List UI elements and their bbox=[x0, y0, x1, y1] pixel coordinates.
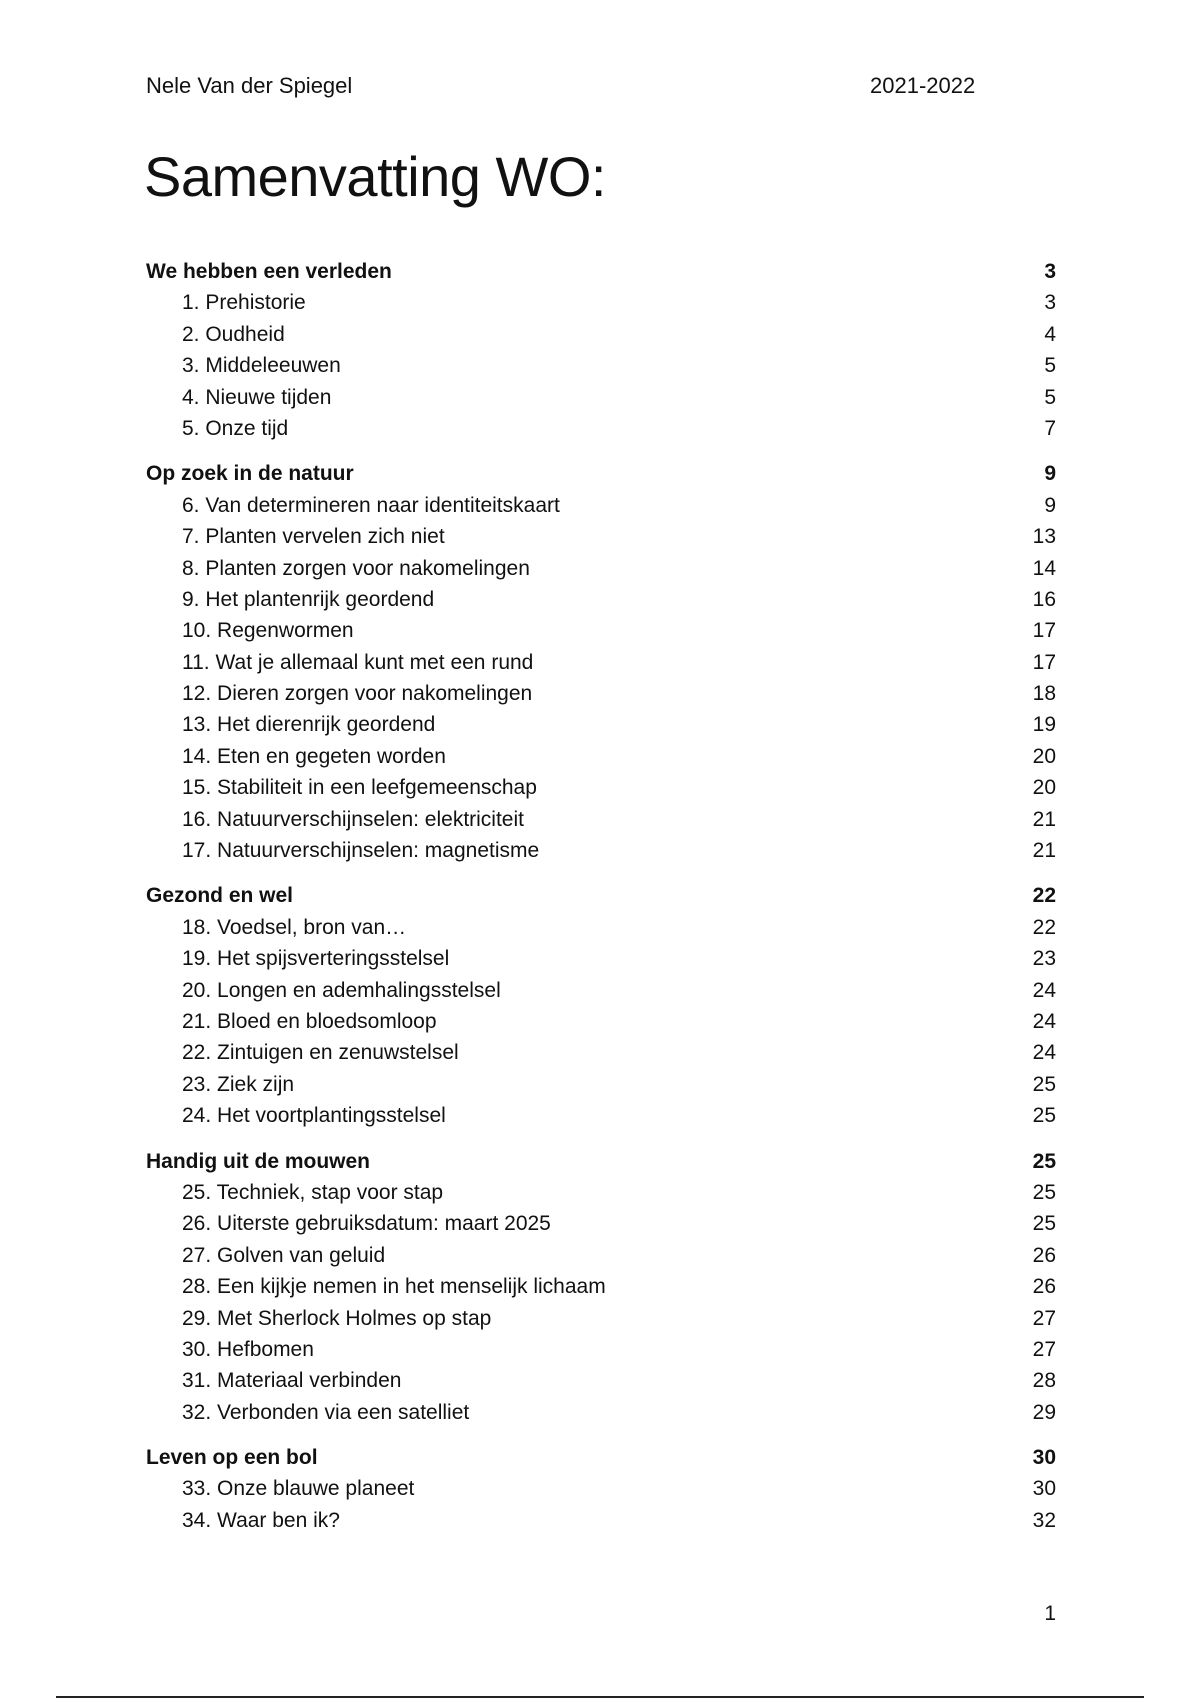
toc-item-page: 17 bbox=[1032, 650, 1056, 674]
toc-item-page: 25 bbox=[1032, 1212, 1056, 1236]
toc-item-label: 16. Natuurverschijnselen: elektriciteit bbox=[182, 807, 524, 831]
toc-section-heading[interactable] bbox=[146, 256, 1056, 287]
toc-item[interactable] bbox=[146, 553, 1056, 584]
toc-item-page: 20 bbox=[1032, 744, 1056, 768]
toc-item[interactable] bbox=[146, 1208, 1056, 1239]
toc-section-heading[interactable] bbox=[146, 1146, 1056, 1177]
toc-item-page: 9 bbox=[1044, 493, 1056, 517]
toc-item-page: 25 bbox=[1032, 1104, 1056, 1128]
toc-item[interactable] bbox=[146, 1240, 1056, 1271]
header-year: 2021-2022 bbox=[870, 73, 976, 98]
toc-heading-label: Gezond en wel bbox=[146, 884, 294, 908]
toc-item[interactable] bbox=[146, 647, 1056, 678]
toc-section bbox=[146, 256, 1056, 444]
toc-item[interactable] bbox=[146, 1365, 1056, 1396]
toc-item-label: 32. Verbonden via een satelliet bbox=[182, 1400, 470, 1424]
toc-item[interactable] bbox=[146, 1397, 1056, 1428]
toc-item-page: 17 bbox=[1032, 619, 1056, 643]
toc-item[interactable] bbox=[146, 615, 1056, 646]
toc-item-label: 31. Materiaal verbinden bbox=[182, 1369, 402, 1393]
toc-item-label: 9. Het plantenrijk geordend bbox=[182, 587, 435, 611]
toc-section-heading[interactable] bbox=[146, 880, 1056, 911]
toc-item-page: 27 bbox=[1032, 1337, 1056, 1361]
toc-item-label: 11. Wat je allemaal kunt met een rund bbox=[182, 650, 534, 674]
toc-item-label: 6. Van determineren naar identiteitskaart bbox=[182, 493, 560, 517]
toc-item-page: 23 bbox=[1032, 947, 1056, 971]
toc-item[interactable] bbox=[146, 912, 1056, 943]
toc-item-label: 29. Met Sherlock Holmes op stap bbox=[182, 1306, 492, 1330]
toc-section-heading[interactable] bbox=[146, 458, 1056, 489]
toc-heading-page: 3 bbox=[1044, 260, 1056, 283]
toc-item-page: 4 bbox=[1044, 322, 1056, 346]
toc-item-label: 26. Uiterste gebruiksdatum: maart 2025 bbox=[182, 1212, 551, 1236]
toc-heading-label: Op zoek in de natuur bbox=[146, 462, 354, 486]
toc-heading-page: 30 bbox=[1032, 1446, 1056, 1470]
toc-item-label: 17. Natuurverschijnselen: magnetisme bbox=[182, 839, 540, 863]
toc-item[interactable] bbox=[146, 1037, 1056, 1068]
toc-item-page: 25 bbox=[1032, 1072, 1056, 1096]
toc-item[interactable] bbox=[146, 1271, 1056, 1302]
toc-item-label: 10. Regenwormen bbox=[182, 619, 354, 643]
toc-item-label: 23. Ziek zijn bbox=[182, 1072, 295, 1096]
toc-item[interactable] bbox=[146, 319, 1056, 350]
toc-item-page: 7 bbox=[1044, 416, 1056, 440]
toc-item-label: 15. Stabiliteit in een leefgemeenschap bbox=[182, 776, 537, 800]
toc-item-page: 30 bbox=[1032, 1477, 1056, 1501]
toc-item-page: 32 bbox=[1032, 1508, 1056, 1532]
toc-item[interactable] bbox=[146, 287, 1056, 318]
toc-item[interactable] bbox=[146, 1473, 1056, 1504]
toc-item-label: 30. Hefbomen bbox=[182, 1337, 314, 1361]
toc-item-label: 34. Waar ben ik? bbox=[182, 1508, 340, 1532]
toc-item[interactable] bbox=[146, 382, 1056, 413]
toc-item[interactable] bbox=[146, 1006, 1056, 1037]
toc-item-page: 29 bbox=[1032, 1400, 1056, 1424]
toc-item-page: 19 bbox=[1032, 713, 1056, 737]
toc-item-label: 14. Eten en gegeten worden bbox=[182, 744, 446, 768]
toc-item-page: 3 bbox=[1044, 291, 1056, 315]
toc-item-page: 5 bbox=[1044, 354, 1056, 378]
toc-section bbox=[146, 880, 1056, 1131]
toc-item-page: 24 bbox=[1032, 978, 1056, 1002]
toc-heading-label: Leven op een bol bbox=[146, 1446, 318, 1470]
toc-item-label: 3. Middeleeuwen bbox=[182, 354, 341, 378]
toc-item-label: 22. Zintuigen en zenuwstelsel bbox=[182, 1041, 459, 1065]
toc-item-label: 21. Bloed en bloedsomloop bbox=[182, 1009, 437, 1033]
toc-item-page: 22 bbox=[1032, 915, 1056, 939]
table-of-contents bbox=[146, 256, 1056, 1550]
toc-item-label: 7. Planten vervelen zich niet bbox=[182, 525, 445, 549]
header-author: Nele Van der Spiegel bbox=[146, 73, 353, 98]
toc-item-label: 20. Longen en ademhalingsstelsel bbox=[182, 978, 501, 1002]
toc-item[interactable] bbox=[146, 350, 1056, 381]
toc-item-label: 5. Onze tijd bbox=[182, 416, 289, 440]
toc-item-label: 19. Het spijsverteringsstelsel bbox=[182, 947, 450, 971]
toc-item-page: 25 bbox=[1032, 1180, 1056, 1204]
toc-item-page: 18 bbox=[1032, 682, 1056, 706]
toc-item-label: 8. Planten zorgen voor nakomelingen bbox=[182, 556, 530, 580]
toc-heading-page: 22 bbox=[1032, 884, 1056, 908]
toc-item[interactable] bbox=[146, 1303, 1056, 1334]
toc-item[interactable] bbox=[146, 678, 1056, 709]
toc-item[interactable] bbox=[146, 709, 1056, 740]
toc-item-page: 21 bbox=[1032, 839, 1056, 863]
toc-item[interactable] bbox=[146, 1334, 1056, 1365]
toc-heading-page: 9 bbox=[1044, 462, 1056, 486]
toc-item-page: 14 bbox=[1032, 556, 1056, 580]
toc-item[interactable] bbox=[146, 1100, 1056, 1131]
page-title: Samenvatting WO: bbox=[144, 145, 606, 208]
toc-item[interactable] bbox=[146, 1505, 1056, 1536]
toc-item-label: 25. Techniek, stap voor stap bbox=[182, 1180, 444, 1204]
toc-item[interactable] bbox=[146, 521, 1056, 552]
toc-item-label: 2. Oudheid bbox=[182, 322, 285, 346]
toc-item-label: 4. Nieuwe tijden bbox=[182, 385, 332, 409]
toc-heading-label: We hebben een verleden bbox=[146, 260, 392, 283]
toc-item-label: 18. Voedsel, bron van… bbox=[182, 915, 407, 939]
toc-item[interactable] bbox=[146, 975, 1056, 1006]
toc-item[interactable] bbox=[146, 490, 1056, 521]
toc-item-page: 13 bbox=[1032, 525, 1056, 549]
toc-item-page: 28 bbox=[1032, 1369, 1056, 1393]
toc-item[interactable] bbox=[146, 413, 1056, 444]
toc-item-page: 16 bbox=[1032, 587, 1056, 611]
toc-item-page: 5 bbox=[1044, 385, 1056, 409]
toc-item[interactable] bbox=[146, 772, 1056, 803]
toc-item[interactable] bbox=[146, 1069, 1056, 1100]
toc-heading-page: 25 bbox=[1032, 1149, 1056, 1173]
toc-item-page: 26 bbox=[1032, 1275, 1056, 1299]
toc-item-label: 13. Het dierenrijk geordend bbox=[182, 713, 436, 737]
toc-item-page: 24 bbox=[1032, 1009, 1056, 1033]
toc-item-label: 24. Het voortplantingsstelsel bbox=[182, 1104, 446, 1128]
toc-item[interactable] bbox=[146, 943, 1056, 974]
toc-item-page: 27 bbox=[1032, 1306, 1056, 1330]
page-number: 1 bbox=[1044, 1602, 1056, 1625]
toc-section bbox=[146, 1442, 1056, 1536]
toc-item-page: 21 bbox=[1032, 807, 1056, 831]
toc-item-label: 33. Onze blauwe planeet bbox=[182, 1477, 415, 1501]
toc-item[interactable] bbox=[146, 1177, 1056, 1208]
toc-section bbox=[146, 1146, 1056, 1429]
toc-item-label: 27. Golven van geluid bbox=[182, 1243, 386, 1267]
toc-item[interactable] bbox=[146, 835, 1056, 866]
toc-item[interactable] bbox=[146, 584, 1056, 615]
toc-item-page: 20 bbox=[1032, 776, 1056, 800]
toc-item-label: 12. Dieren zorgen voor nakomelingen bbox=[182, 682, 533, 706]
toc-section bbox=[146, 458, 1056, 866]
toc-heading-label: Handig uit de mouwen bbox=[146, 1149, 370, 1173]
toc-item-label: 28. Een kijkje nemen in het menselijk lichaam bbox=[182, 1275, 606, 1299]
page-bottom-divider bbox=[56, 1696, 1144, 1698]
toc-section-heading[interactable] bbox=[146, 1442, 1056, 1473]
toc-item-page: 24 bbox=[1032, 1041, 1056, 1065]
toc-item[interactable] bbox=[146, 741, 1056, 772]
toc-item[interactable] bbox=[146, 804, 1056, 835]
toc-item-page: 26 bbox=[1032, 1243, 1056, 1267]
toc-item-label: 1. Prehistorie bbox=[182, 291, 306, 315]
